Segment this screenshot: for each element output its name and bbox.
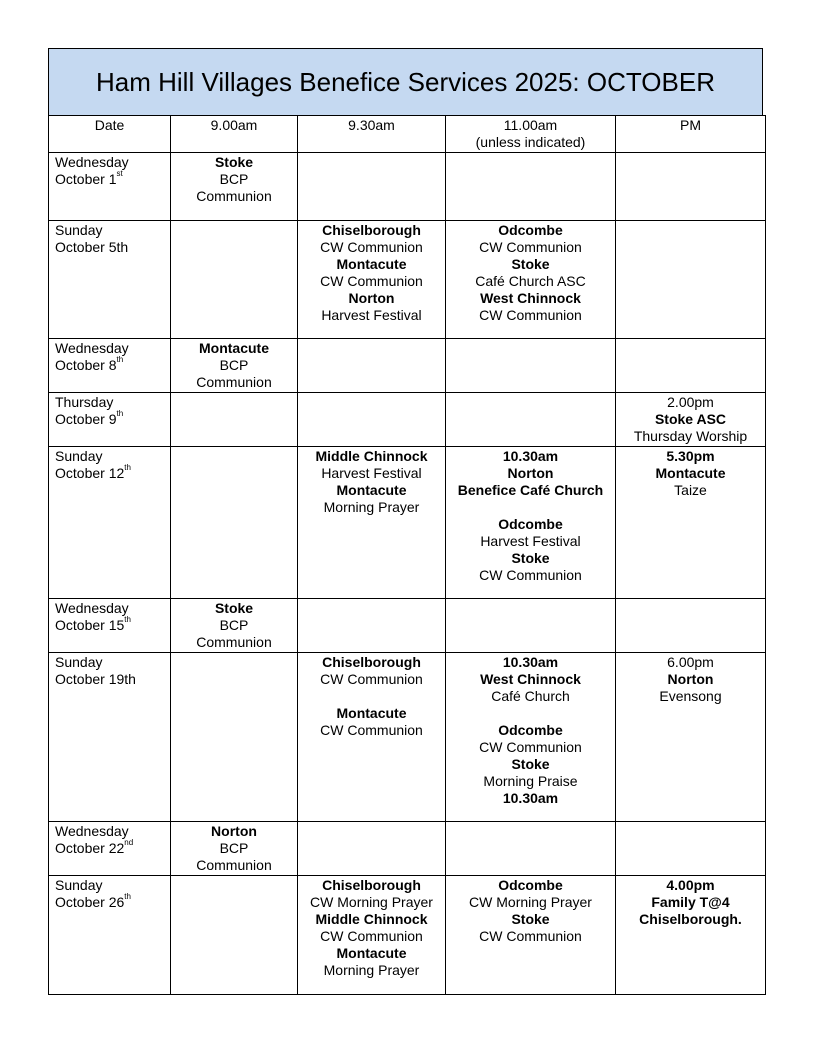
cell-930am (298, 153, 446, 221)
date-line (55, 239, 164, 256)
service-location: West Chinnock (480, 290, 581, 306)
cell-930am (298, 599, 446, 653)
cell-pm (616, 339, 766, 393)
service-location: Odcombe (498, 722, 563, 738)
date-suffix: nd (124, 838, 134, 848)
date-line (55, 671, 164, 688)
date-day: Sunday (55, 222, 103, 238)
service-detail: Morning Prayer (323, 499, 420, 515)
service-location: 10.30am (502, 654, 559, 670)
date-suffix: th (124, 615, 131, 625)
header-row (49, 116, 766, 153)
table-row (49, 822, 766, 876)
date-line (55, 411, 164, 428)
service-detail: Harvest Festival (321, 307, 422, 323)
cell-11am (446, 599, 616, 653)
date-day: Sunday (55, 654, 103, 670)
service-location: Chiselborough (322, 877, 421, 893)
header-date: Date (49, 116, 171, 153)
service-location: Stoke ASC (654, 411, 727, 427)
date-line (55, 357, 164, 374)
service-detail: CW Communion (479, 928, 582, 944)
service-detail: Communion (196, 188, 272, 204)
date-day: Thursday (55, 394, 114, 410)
date-text: October 1 (55, 171, 117, 187)
cell-9am (171, 822, 298, 876)
date-text: October 5th (55, 239, 129, 255)
date-cell (49, 599, 171, 653)
service-detail: CW Communion (320, 928, 423, 944)
blank-line (304, 688, 439, 705)
cell-11am (446, 393, 616, 447)
date-suffix: th (116, 355, 124, 365)
date-line (55, 171, 164, 188)
cell-pm (616, 393, 766, 447)
service-location: Stoke (214, 600, 254, 616)
date-day: Wednesday (55, 600, 129, 616)
service-detail: Harvest Festival (321, 465, 422, 481)
services-table (48, 115, 766, 995)
cell-9am (171, 447, 298, 599)
service-detail: CW Communion (320, 239, 423, 255)
cell-pm (616, 221, 766, 339)
service-detail: BCP (219, 171, 249, 187)
cell-11am (446, 876, 616, 995)
date-suffix: st (116, 169, 123, 179)
date-text: October 15 (55, 617, 125, 633)
header-11am (446, 116, 616, 153)
header-9am: 9.00am (171, 116, 298, 153)
service-location: Middle Chinnock (315, 448, 428, 464)
date-text: October 19th (55, 671, 136, 687)
service-location: 4.00pm (666, 877, 715, 893)
service-detail: CW Communion (320, 273, 423, 289)
service-detail: Morning Prayer (323, 962, 420, 978)
date-text: October 8 (55, 357, 117, 373)
header-930am: 9.30am (298, 116, 446, 153)
service-location: Stoke (511, 550, 550, 566)
cell-11am (446, 653, 616, 822)
date-cell (49, 447, 171, 599)
service-location: Chiselborough. (639, 911, 742, 927)
service-detail: Communion (196, 857, 272, 873)
date-day: Wednesday (55, 823, 129, 839)
blank-line (452, 705, 609, 722)
service-detail: CW Morning Prayer (469, 894, 592, 910)
header-pm: PM (616, 116, 766, 153)
service-detail: BCP (219, 617, 249, 633)
cell-11am (446, 447, 616, 599)
cell-11am (446, 339, 616, 393)
service-location: Montacute (199, 340, 269, 356)
cell-930am (298, 221, 446, 339)
service-detail: Communion (196, 374, 272, 390)
service-detail: Taize (674, 482, 707, 498)
service-location: Middle Chinnock (315, 911, 428, 927)
date-cell (49, 153, 171, 221)
service-location: Chiselborough (322, 222, 421, 238)
service-detail: Harvest Festival (480, 533, 581, 549)
cell-pm (616, 599, 766, 653)
service-location: Norton (507, 465, 554, 481)
date-line (55, 840, 164, 857)
date-cell (49, 822, 171, 876)
service-detail: CW Communion (320, 722, 423, 738)
service-detail: Evensong (659, 688, 722, 704)
service-detail: Communion (196, 634, 272, 650)
table-row (49, 599, 766, 653)
service-location: Benefice Café Church (457, 482, 604, 498)
cell-11am (446, 822, 616, 876)
service-location: Montacute (336, 705, 407, 721)
service-detail: CW Communion (479, 567, 582, 583)
service-location: Montacute (336, 945, 407, 961)
date-line (55, 617, 164, 634)
cell-930am (298, 653, 446, 822)
service-location: 10.30am (502, 448, 559, 464)
service-detail: Café Church (491, 688, 570, 704)
date-cell (49, 653, 171, 822)
table-row (49, 221, 766, 339)
service-location: Stoke (511, 911, 550, 927)
service-location: Norton (211, 823, 257, 839)
cell-pm (616, 822, 766, 876)
date-cell (49, 876, 171, 995)
date-suffix: th (124, 892, 131, 902)
date-text: October 12 (55, 465, 125, 481)
date-day: Sunday (55, 877, 103, 893)
date-text: October 22 (55, 840, 125, 856)
cell-9am (171, 599, 298, 653)
service-location: Odcombe (498, 222, 563, 238)
service-detail: Café Church ASC (475, 273, 586, 289)
date-line (55, 894, 164, 911)
service-location: Odcombe (498, 516, 563, 532)
service-location: Stoke (214, 154, 254, 170)
page-title: Ham Hill Villages Benefice Services 2025: OCTOBER (48, 48, 763, 115)
service-detail: Morning Praise (483, 773, 578, 789)
cell-pm (616, 153, 766, 221)
service-location: Odcombe (498, 877, 563, 893)
table-row (49, 447, 766, 599)
service-detail: CW Communion (479, 307, 582, 323)
service-detail: CW Communion (479, 739, 582, 755)
date-cell (49, 221, 171, 339)
service-location: Family T@4 (651, 894, 730, 910)
service-location: Stoke (511, 256, 550, 272)
date-text: October 26 (55, 894, 125, 910)
cell-9am (171, 876, 298, 995)
date-text: October 9 (55, 411, 117, 427)
cell-11am (446, 153, 616, 221)
date-day: Sunday (55, 448, 103, 464)
cell-930am (298, 339, 446, 393)
table-row (49, 653, 766, 822)
service-detail: Thursday Worship (633, 428, 748, 444)
service-detail: CW Communion (479, 239, 582, 255)
service-location: Chiselborough (322, 654, 421, 670)
table-row (49, 339, 766, 393)
table-row (49, 153, 766, 221)
date-day: Wednesday (55, 340, 129, 356)
cell-9am (171, 393, 298, 447)
date-cell (49, 339, 171, 393)
service-detail: BCP (219, 840, 249, 856)
cell-9am (171, 221, 298, 339)
service-location: West Chinnock (480, 671, 581, 687)
service-location: Norton (348, 290, 395, 306)
blank-line (452, 499, 609, 516)
cell-9am (171, 339, 298, 393)
cell-930am (298, 393, 446, 447)
header-11am-time: 11.00am (503, 117, 558, 133)
service-location: 5.30pm (666, 448, 715, 464)
cell-9am (171, 653, 298, 822)
cell-930am (298, 876, 446, 995)
cell-930am (298, 822, 446, 876)
date-line (55, 465, 164, 482)
service-detail: BCP (219, 357, 249, 373)
service-location: Montacute (336, 482, 407, 498)
date-suffix: th (116, 409, 124, 419)
table-row (49, 393, 766, 447)
cell-pm (616, 653, 766, 822)
service-location: Montacute (655, 465, 726, 481)
service-location: Montacute (336, 256, 407, 272)
table-row (49, 876, 766, 995)
cell-pm (616, 876, 766, 995)
cell-11am (446, 221, 616, 339)
service-detail: 2.00pm (667, 394, 714, 410)
service-detail: 6.00pm (667, 654, 714, 670)
service-location: Stoke (511, 756, 550, 772)
service-detail: CW Morning Prayer (310, 894, 433, 910)
cell-9am (171, 153, 298, 221)
cell-pm (616, 447, 766, 599)
date-suffix: th (124, 463, 131, 473)
date-cell (49, 393, 171, 447)
service-detail: CW Communion (320, 671, 423, 687)
header-11am-note: (unless indicated) (475, 134, 586, 150)
service-location: Norton (667, 671, 714, 687)
service-location: 10.30am (502, 790, 559, 806)
date-day: Wednesday (55, 154, 129, 170)
cell-930am (298, 447, 446, 599)
